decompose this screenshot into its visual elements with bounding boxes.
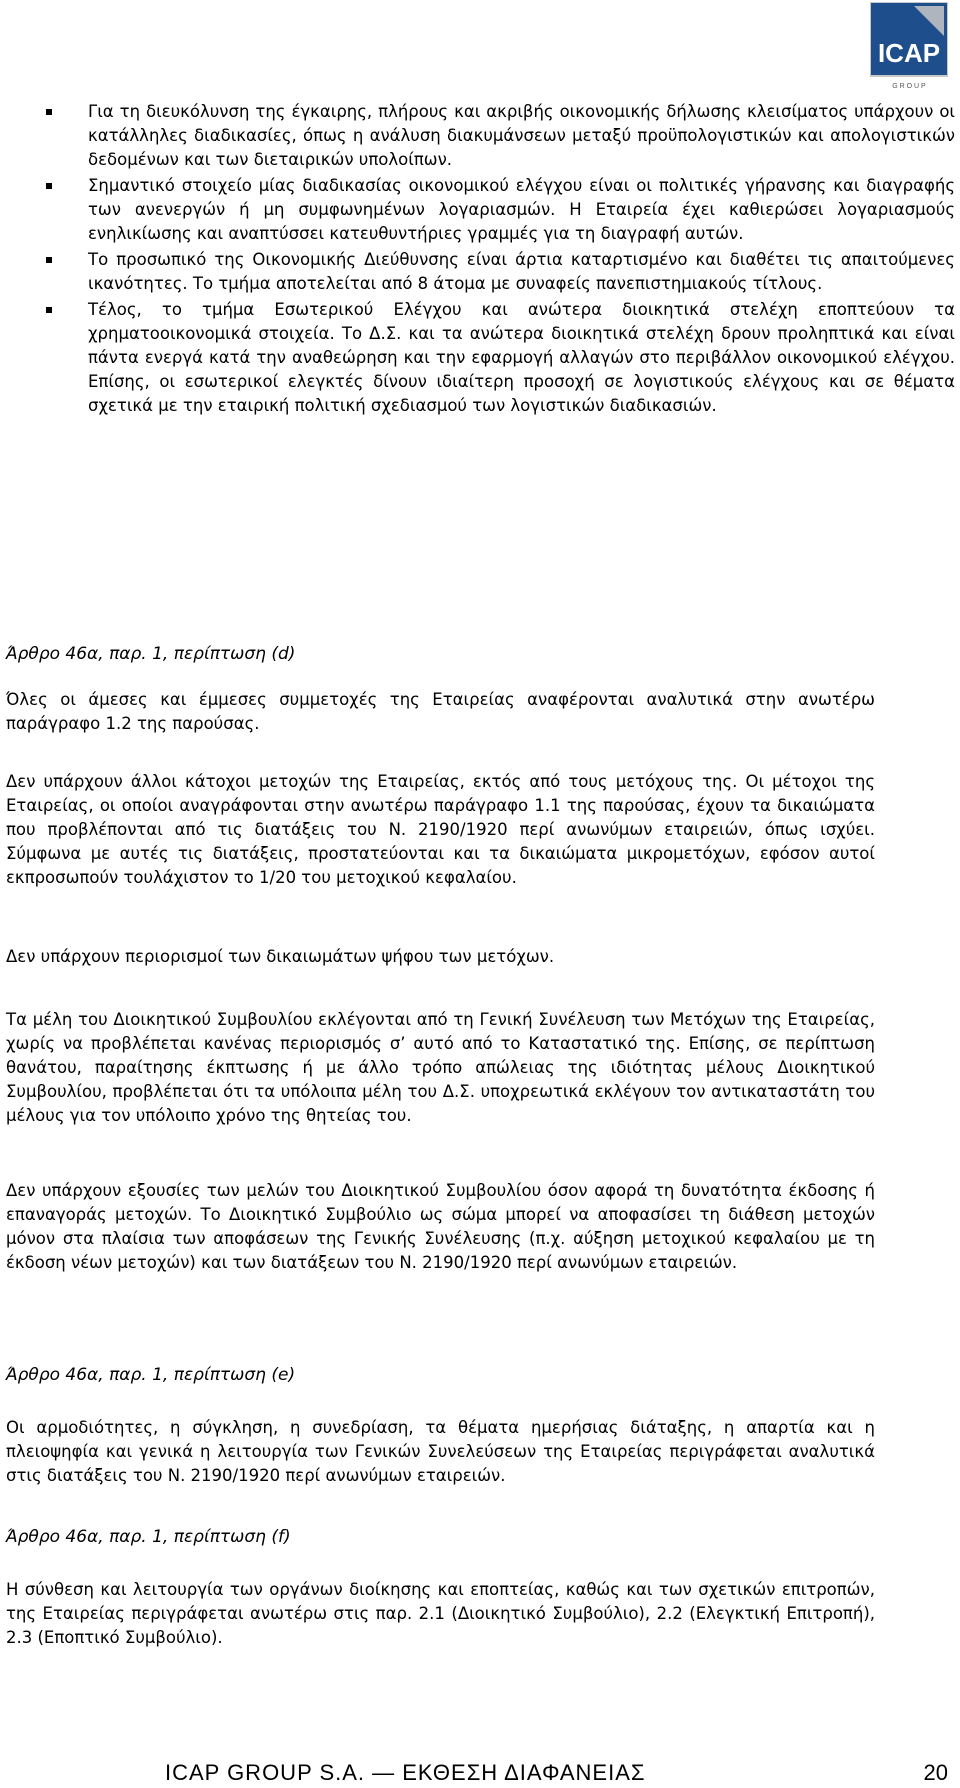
list-item: Το προσωπικό της Οικονομικής Διεύθυνσης είναι άρτια καταρτισμένο και διαθέτει τις απαιτούμενες ικανότητες. Το τμήμα αποτελείται από 8 άτομα με συναφείς πανεπιστημιακούς τίτλους.	[86, 248, 955, 296]
section-heading-f: Άρθρο 46α, παρ. 1, περίπτωση (f)	[6, 1527, 291, 1547]
list-item: Τέλος, το τμήμα Εσωτερικού Ελέγχου και ανώτερα διοικητικά στελέχη εποπτεύουν τα χρηματοοικονομικά στοιχεία. Το Δ.Σ. και τα ανώτερα διοικητικά στελέχη δρουν προληπτικά και είναι πάντα ενεργά κατά την αναθεώρηση και την εφαρμογή αλλαγών στο περιβάλλον οικονομικού ελέγχου. Επίσης, οι εσωτερικοί ελεγκτές δίνουν ιδιαίτερη προσοχή σε λογιστικούς ελέγχους και σε θέματα σχετικά με την εταιρική πολιτική σχεδιασμού των λογιστικών διαδικασιών.	[86, 298, 955, 418]
square-bullet-icon	[46, 257, 52, 263]
page-body	[86, 100, 955, 420]
logo-text: ICAP	[877, 38, 941, 68]
icap-logo	[870, 2, 948, 92]
bullet-list	[86, 100, 955, 418]
square-bullet-icon	[46, 183, 52, 189]
paragraph: Δεν υπάρχουν εξουσίες των μελών του Διοικητικού Συμβουλίου όσον αφορά τη δυνατότητα έκδοσης ή επαναγοράς μετοχών. Το Διοικητικό Συμβούλιο ως σώμα μπορεί να αποφασίσει τη διάθεση μετοχών μόνον στα πλαίσια των αποφάσεων της Γενικής Συνέλευσης (π.χ. αύξηση μετοχικού κεφαλαίου με τη έκδοση νέων μετοχών) και των διατάξεων του Ν. 2190/1920 περί ανωνύμων εταιρειών.	[6, 1181, 875, 1272]
paragraph: Η σύνθεση και λειτουργία των οργάνων διοίκησης και εποπτείας, καθώς και των σχετικών επιτροπών, της Εταιρείας περιγράφεται ανωτέρω στις παρ. 2.1 (Διοικητικό Συμβούλιο), 2.2 (Ελεγκτική Επιτροπή), 2.3 (Εποπτικό Συμβούλιο).	[6, 1580, 875, 1647]
section-heading-d: Άρθρο 46α, παρ. 1, περίπτωση (d)	[6, 644, 296, 664]
paragraph: Όλες οι άμεσες και έμμεσες συμμετοχές της Εταιρείας αναφέρονται αναλυτικά στην ανωτέρω παράγραφο 1.2 της παρούσας.	[6, 690, 875, 733]
list-item: Σημαντικό στοιχείο μίας διαδικασίας οικονομικού ελέγχου είναι οι πολιτικές γήρανσης και διαγραφής των ανενεργών ή μη συμφωνημένων λογαριασμών. Η Εταιρεία έχει καθιερώσει λογαριασμούς ενηλικίωσης και αναπτύσσει κατευθυντήριες γραμμές για τη διαγραφή αυτών.	[86, 174, 955, 246]
paragraph: Δεν υπάρχουν άλλοι κάτοχοι μετοχών της Εταιρείας, εκτός από τους μετόχους της. Οι μέτοχοι της Εταιρείας, οι οποίοι αναγράφονται στην ανωτέρω παράγραφο 1.1 της παρούσας, έχουν τα δικαιώματα που προβλέπονται από τις διατάξεις του Ν. 2190/1920 περί ανωνύμων εταιρειών, όπως ισχύει. Σύμφωνα με αυτές τις διατάξεις, προστατεύονται και τα δικαιώματα μικρομετόχων, εφόσον αυτοί εκπροσωπούν τουλάχιστον το 1/20 του μετοχικού κεφαλαίου.	[6, 772, 875, 887]
square-bullet-icon	[46, 109, 52, 115]
list-item: Για τη διευκόλυνση της έγκαιρης, πλήρους και ακριβής οικονομικής δήλωσης κλεισίματος υπάρχουν οι κατάλληλες διαδικασίες, όπως η ανάλυση διακυμάνσεων μεταξύ προϋπολογιστικών και απολογιστικών δεδομένων και των διεταιρικών υπολοίπων.	[86, 100, 955, 172]
paragraph: Δεν υπάρχουν περιορισμοί των δικαιωμάτων ψήφου των μετόχων.	[6, 947, 555, 966]
paragraph: Τα μέλη του Διοικητικού Συμβουλίου εκλέγονται από τη Γενική Συνέλευση των Μετόχων της Εταιρείας, χωρίς να προβλέπεται κανένας περιορισμός σ’ αυτό από το Καταστατικό της. Επίσης, σε περίπτωση θανάτου, παραίτησης έκπτωσης ή με άλλο τρόπο απώλειας της ιδιότητας μέλους Διοικητικού Συμβουλίου, προβλέπεται ότι τα υπόλοιπα μέλη του Δ.Σ. υποχρεωτικά εκλέγουν τον αντικαταστάτη του μέλους για τον υπόλοιπο χρόνο της θητείας του.	[6, 1010, 875, 1125]
logo-subtext: G R O U P	[892, 83, 926, 90]
footer-title: ICAP GROUP S.A. — ΕΚΘΕΣΗ ΔΙΑΦΑΝΕΙΑΣ	[165, 1760, 646, 1785]
square-bullet-icon	[46, 307, 52, 313]
paragraph: Οι αρμοδιότητες, η σύγκληση, η συνεδρίαση, τα θέματα ημερήσιας διάταξης, η απαρτία και η πλειοψηφία και γενικά η λειτουργία των Γενικών Συνελεύσεων της Εταιρείας περιγράφεται αναλυτικά στις διατάξεις του Ν. 2190/1920 περί ανωνύμων εταιρειών.	[6, 1418, 875, 1485]
icap-logo-graphic	[870, 2, 948, 92]
section-heading-e: Άρθρο 46α, παρ. 1, περίπτωση (e)	[6, 1365, 296, 1385]
page-number: 20	[923, 1760, 948, 1785]
